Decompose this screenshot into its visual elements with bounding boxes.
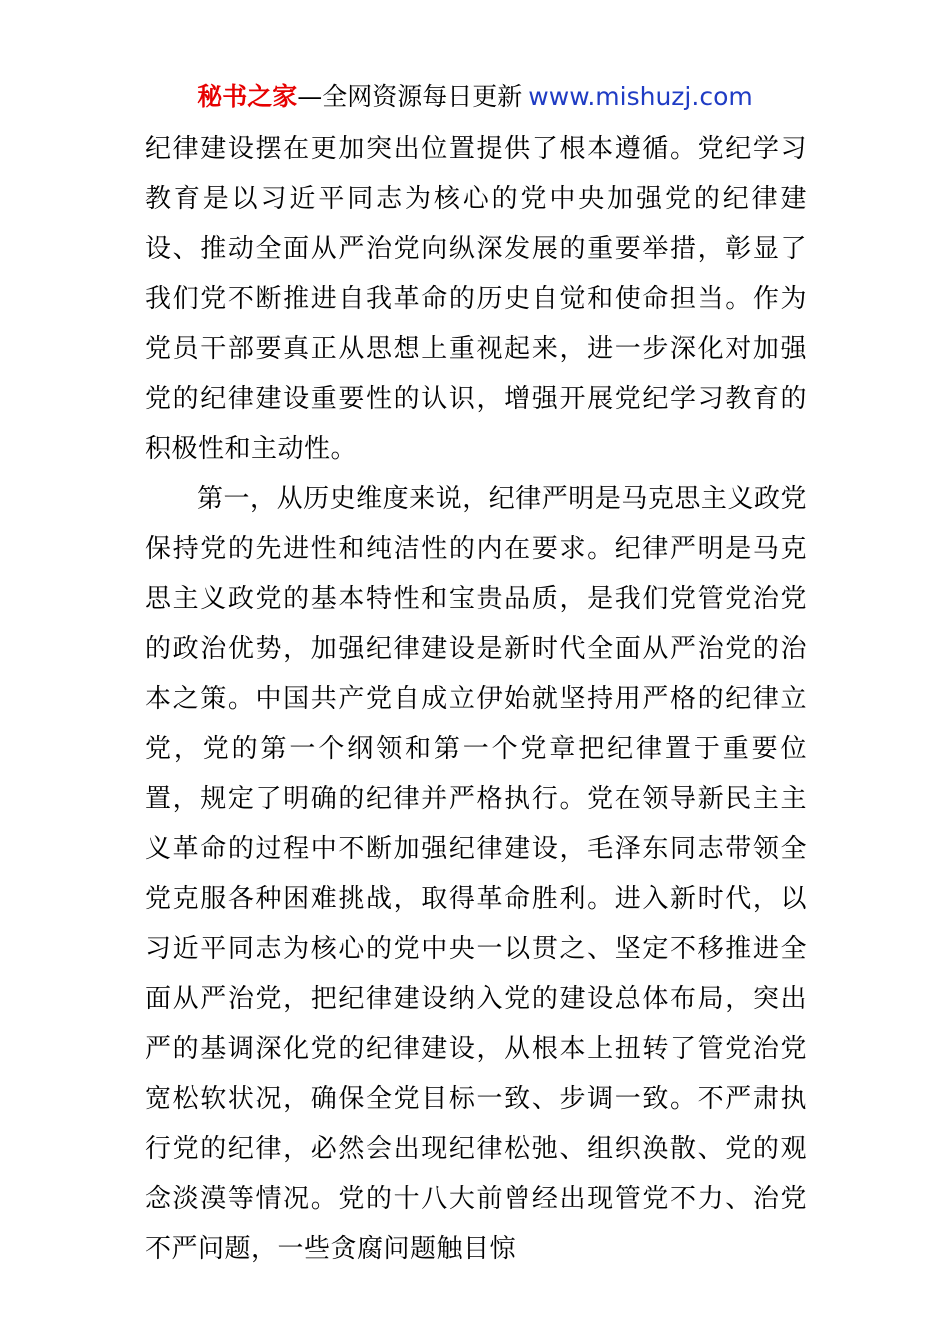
page-header xyxy=(0,80,950,114)
paragraph-history: 第一，从历史维度来说，纪律严明是马克思主义政党保持党的先进性和纯洁性的内在要求。纪律严明是马克思主义政党的基本特性和宝贵品质，是我们党管党治党的政治优势，加强纪律建设是新时代全面从严治党的治本之策。中国共产党自成立伊始就坚持用严格的纪律立党，党的第一个纲领和第一个党章把纪律置于重要位置，规定了明确的纪律并严格执行。党在领导新民主主义革命的过程中不断加强纪律建设，毛泽东同志带领全党克服各种困难挑战，取得革命胜利。进入新时代，以习近平同志为核心的党中央一以贯之、坚定不移推进全面从严治党，把纪律建设纳入党的建设总体布局，突出严的基调深化党的纪律建设，从根本上扭转了管党治党宽松软状况，确保全党目标一致、步调一致。不严肃执行党的纪律，必然会出现纪律松弛、组织涣散、党的观念淡漠等情况。党的十八大前曾经出现管党不力、治党不严问题，一些贪腐问题触目惊 xyxy=(145,484,807,1264)
document-body xyxy=(145,124,807,1274)
header-tagline: —全网资源每日更新 xyxy=(297,82,523,111)
site-url: www.mishuzj.com xyxy=(528,82,753,111)
paragraph-continued: 纪律建设摆在更加突出位置提供了根本遵循。党纪学习教育是以习近平同志为核心的党中央加强党的纪律建设、推动全面从严治党向纵深发展的重要举措，彰显了我们党不断推进自我革命的历史自觉和使命担当。作为党员干部要真正从思想上重视起来，进一步深化对加强党的纪律建设重要性的认识，增强开展党纪学习教育的积极性和主动性。 xyxy=(145,134,807,464)
brand-name: 秘书之家 xyxy=(197,82,298,111)
